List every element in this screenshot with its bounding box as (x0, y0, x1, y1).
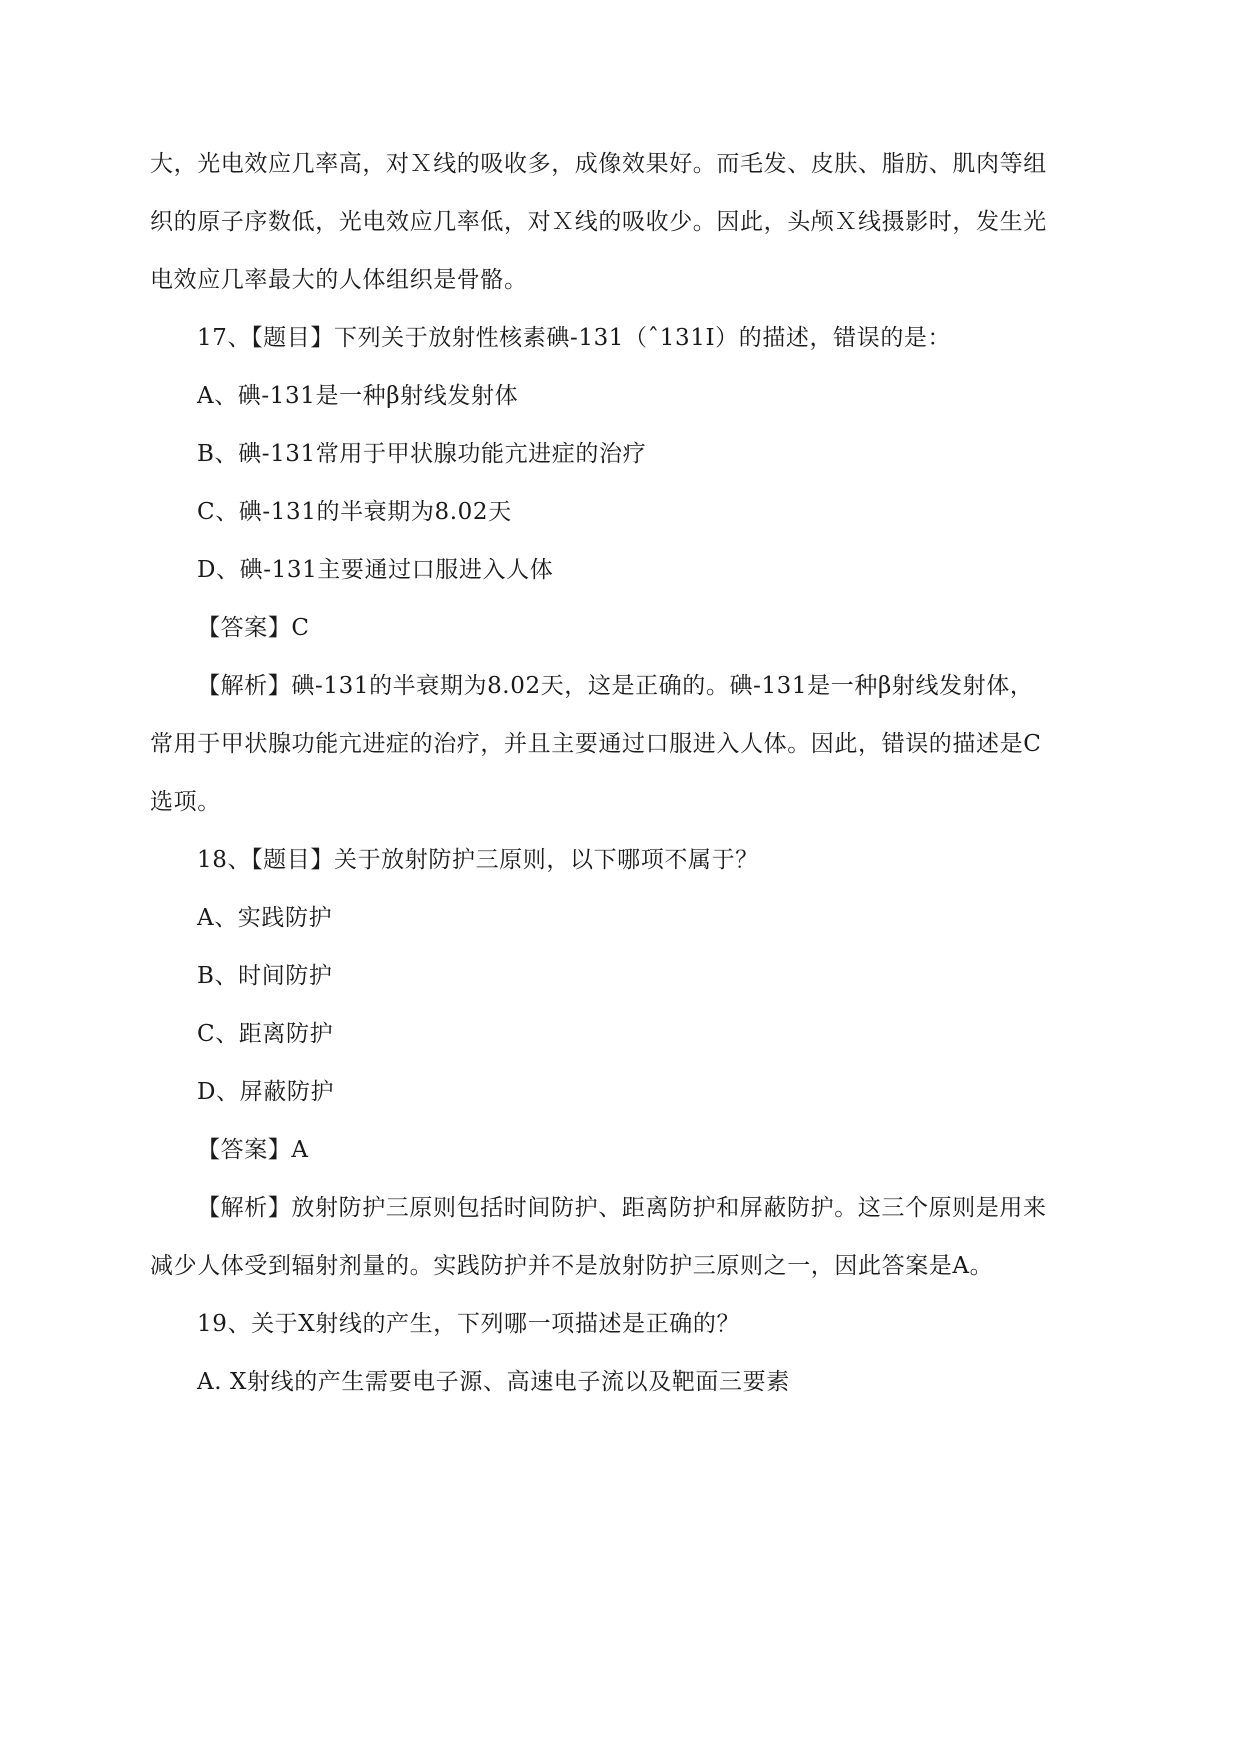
question-17-title: 17、【题目】下列关于放射性核素碘-131（ˆ131I）的描述，错误的是： (197, 325, 952, 351)
question-19-option-a: A. X射线的产生需要电子源、高速电子流以及靶面三要素 (197, 1369, 790, 1395)
question-17-analysis: 【解析】碘-131的半衰期为8.02天，这是正确的。碘-131是一种β射线发射体， (197, 673, 1034, 699)
paragraph-line: 常用于甲状腺功能亢进症的治疗，并且主要通过口服进入人体。因此，错误的描述是C (150, 731, 1042, 757)
question-17-option-d: D、碘-131主要通过口服进入人体 (197, 557, 554, 583)
question-18-title: 18、【题目】关于放射防护三原则，以下哪项不属于？ (197, 847, 759, 873)
question-18-option-d: D、屏蔽防护 (197, 1079, 335, 1105)
question-17-option-b: B、碘-131常用于甲状腺功能亢进症的治疗 (197, 441, 647, 467)
question-18-option-c: C、距离防护 (197, 1021, 334, 1047)
paragraph-line: 大，光电效应几率高，对Ｘ线的吸收多，成像效果好。而毛发、皮肤、脂肪、肌肉等组 (150, 151, 1047, 177)
question-18-analysis: 【解析】放射防护三原则包括时间防护、距离防护和屏蔽防护。这三个原则是用来 (197, 1195, 1047, 1221)
question-18-option-a: A、实践防护 (197, 905, 333, 931)
question-19-title: 19、关于X射线的产生，下列哪一项描述是正确的？ (197, 1311, 741, 1337)
paragraph-line: 减少人体受到辐射剂量的。实践防护并不是放射防护三原则之一，因此答案是A。 (150, 1253, 994, 1279)
paragraph-line: 电效应几率最大的人体组织是骨骼。 (150, 267, 528, 293)
question-18-option-b: B、时间防护 (197, 963, 333, 989)
question-18-answer: 【答案】A (197, 1137, 309, 1163)
question-17-option-a: A、碘-131是一种β射线发射体 (197, 383, 519, 409)
paragraph-line: 选项。 (150, 789, 221, 815)
question-17-answer: 【答案】C (197, 615, 310, 641)
paragraph-line: 织的原子序数低，光电效应几率低，对Ｘ线的吸收少。因此，头颅Ｘ线摄影时，发生光 (150, 209, 1047, 235)
question-17-option-c: C、碘-131的半衰期为8.02天 (197, 499, 512, 525)
